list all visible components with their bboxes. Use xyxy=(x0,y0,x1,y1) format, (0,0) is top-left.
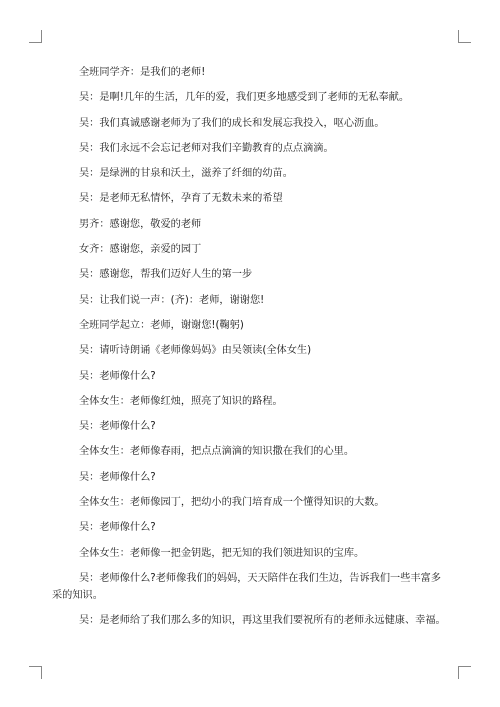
paragraph: 吴：感谢您，帮我们迈好人生的第一步 xyxy=(79,269,253,281)
crop-mark-bottom-right xyxy=(458,666,471,679)
paragraph: 吴：是老师无私情怀，孕育了无数未来的希望 xyxy=(79,193,283,205)
paragraph: 吴：老师像什么? xyxy=(79,370,156,382)
paragraph: 吴：我们永远不会忘记老师对我们辛勤教育的点点滴滴。 xyxy=(79,142,334,154)
paragraph: 吴：让我们说一声：(齐)：老师，谢谢您! xyxy=(79,294,265,306)
paragraph: 吴：是老师给了我们那么多的知识，再这里我们要祝所有的老师永远健康、幸福。 xyxy=(79,615,446,627)
crop-mark-bottom-left xyxy=(29,666,42,679)
paragraph: 全体女生：老师像一把金钥匙，把无知的我们领进知识的宝库。 xyxy=(79,547,365,559)
paragraph: 吴：老师像什么?老师像我们的妈妈，天天陪伴在我们生边，告诉我们一些丰富多采的知识。 xyxy=(52,572,441,601)
paragraph: 全班同学齐：是我们的老师! xyxy=(79,67,206,78)
paragraph: 全体女生：老师像红烛，照亮了知识的路程。 xyxy=(79,395,283,407)
paragraph: 吴：是绿洲的甘泉和沃土，滋养了纤细的幼苗。 xyxy=(79,168,293,180)
paragraph: 吴：老师像什么? xyxy=(79,421,156,433)
paragraph: 女齐：感谢您，亲爱的园丁 xyxy=(79,244,202,256)
paragraph: 吴：是啊!几年的生活，几年的爱，我们更多地感受到了老师的无私奉献。 xyxy=(79,92,410,104)
paragraph: 全体女生：老师像园丁，把幼小的我门培育成一个懂得知识的大数。 xyxy=(79,497,385,509)
paragraph: 男齐：感谢您，敬爱的老师 xyxy=(79,218,202,230)
paragraph: 吴：我们真诚感谢老师为了我们的成长和发展忘我投入，呕心沥血。 xyxy=(79,117,385,129)
paragraph: 全体女生：老师像春雨，把点点滴滴的知识撒在我们的心里。 xyxy=(79,446,355,458)
paragraph: 吴：老师像什么? xyxy=(79,471,156,483)
document-body xyxy=(52,64,450,638)
paragraph: 吴：请听诗朗诵《老师像妈妈》由吴领读(全体女生) xyxy=(79,345,312,357)
crop-mark-top-left xyxy=(29,30,42,43)
paragraph: 全班同学起立：老师，谢谢您!(鞠躬) xyxy=(79,319,244,331)
crop-mark-top-right xyxy=(458,30,471,43)
paragraph: 吴：老师像什么? xyxy=(79,522,156,534)
